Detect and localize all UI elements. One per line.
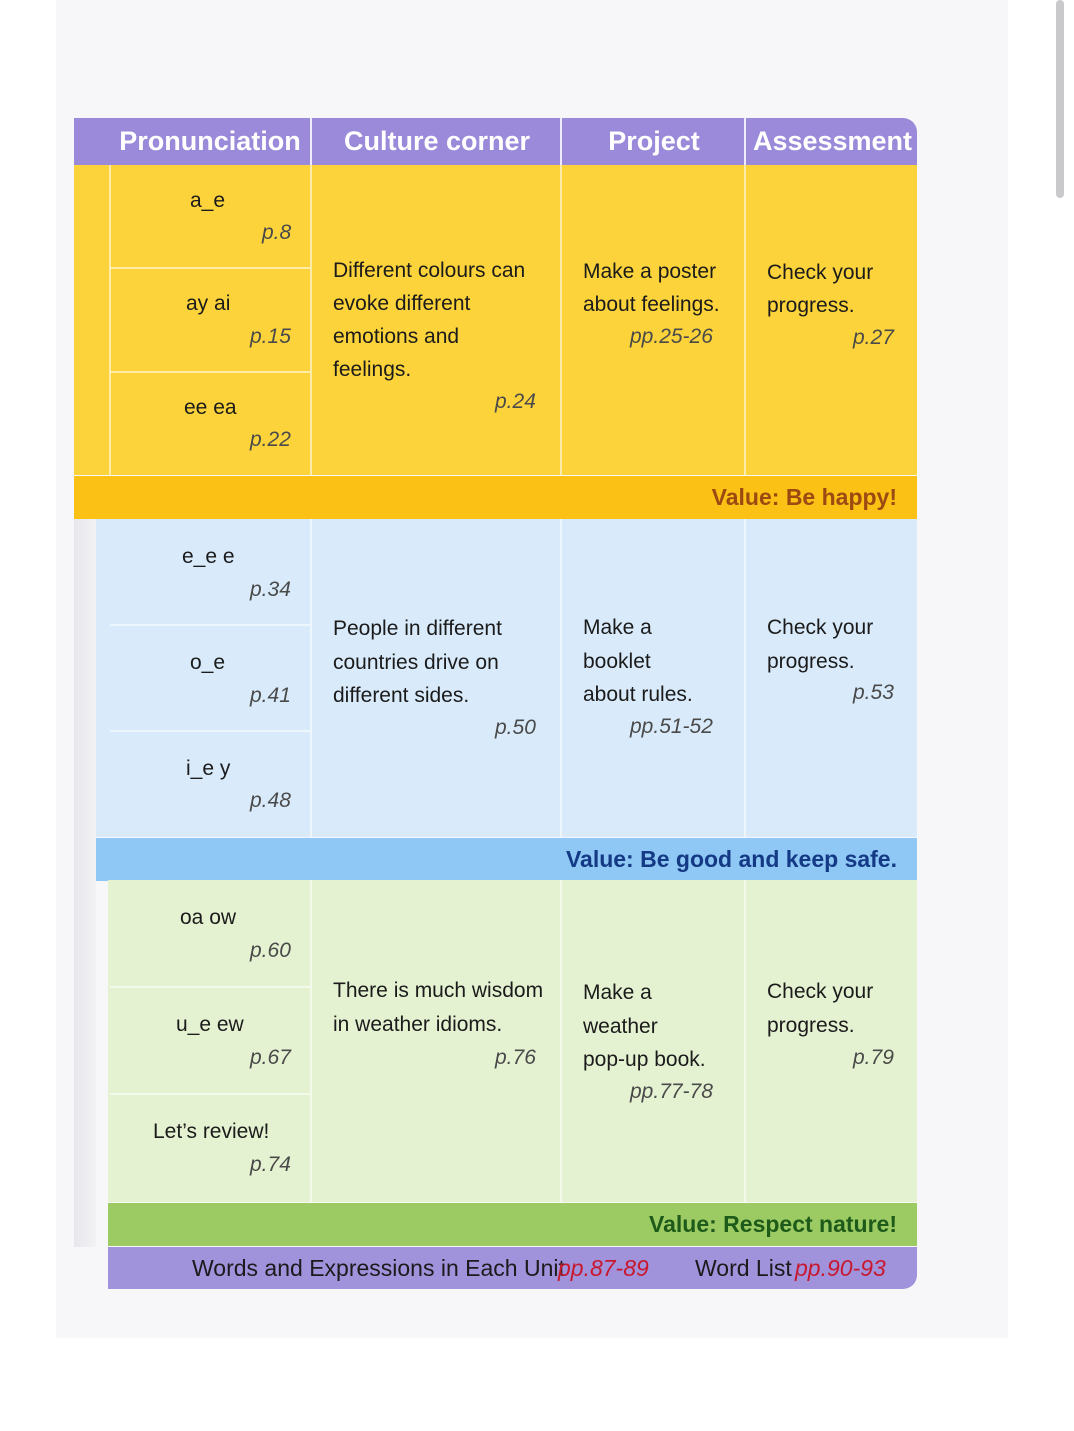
divider xyxy=(310,165,312,475)
pronunciation-sound: Let’s review! xyxy=(153,1120,270,1143)
page-ref: p.74 xyxy=(250,1153,291,1176)
culture-text: emotions and xyxy=(333,325,460,348)
page-ref: p.48 xyxy=(250,789,291,812)
table-header xyxy=(74,118,917,165)
divider xyxy=(560,880,562,1202)
divider xyxy=(560,519,562,837)
footer-bar xyxy=(108,1247,917,1289)
pronunciation-sound: o_e xyxy=(190,651,226,674)
project-text: pop-up book. xyxy=(583,1048,706,1071)
pronunciation-sound: ay ai xyxy=(186,292,231,315)
page-ref: pp.77-78 xyxy=(630,1080,713,1103)
divider xyxy=(744,165,746,475)
assessment-text: Check your xyxy=(767,616,874,639)
page-ref: p.8 xyxy=(262,221,292,244)
header-culture-corner: Culture corner xyxy=(310,118,562,165)
header-pronunciation: Pronunciation xyxy=(119,126,301,156)
page-ref: pp.51-52 xyxy=(630,715,713,738)
assessment-text: Check your xyxy=(767,261,874,284)
pronunciation-sound: a_e xyxy=(190,189,226,212)
page-ref: p.41 xyxy=(250,684,291,707)
pronunciation-sound: i_e y xyxy=(186,757,231,780)
page-ref: p.22 xyxy=(250,428,291,451)
divider xyxy=(560,165,562,475)
project-text: Make a poster xyxy=(583,260,717,283)
divider xyxy=(310,880,312,1202)
assessment-text: progress. xyxy=(767,650,855,673)
pronunciation-sound: ee ea xyxy=(184,396,237,419)
culture-text: There is much wisdom xyxy=(333,979,544,1002)
project-text: booklet xyxy=(583,650,651,673)
words-expressions-label: Words and Expressions in Each Unit xyxy=(192,1255,565,1281)
divider xyxy=(744,880,746,1202)
culture-text: feelings. xyxy=(333,358,412,381)
assessment-text: progress. xyxy=(767,294,855,317)
page-ref: p.24 xyxy=(495,390,536,413)
pronunciation-sound: oa ow xyxy=(180,906,237,929)
page-ref: p.67 xyxy=(250,1046,291,1069)
culture-text: different sides. xyxy=(333,684,470,707)
divider xyxy=(110,267,310,269)
divider xyxy=(110,624,310,626)
page-ref: p.79 xyxy=(853,1046,894,1069)
culture-text: in weather idioms. xyxy=(333,1013,503,1036)
culture-text: evoke different xyxy=(333,292,471,315)
page-ref: p.15 xyxy=(250,325,291,348)
divider xyxy=(744,519,746,837)
value-bar-unit-2: Value: Be good and keep safe. xyxy=(96,838,917,881)
project-text: about rules. xyxy=(583,683,693,706)
page-ref: p.50 xyxy=(495,716,536,739)
project-text: weather xyxy=(583,1015,658,1038)
page-ref: p.27 xyxy=(853,326,894,349)
divider xyxy=(110,986,310,988)
page-ref: p.53 xyxy=(853,681,894,704)
page-ref: p.34 xyxy=(250,578,291,601)
value-bar-unit-3: Value: Respect nature! xyxy=(108,1203,917,1246)
header-project: Project xyxy=(560,118,746,165)
word-list-pages: pp.90-93 xyxy=(795,1255,886,1281)
assessment-text: Check your xyxy=(767,980,874,1003)
culture-text: countries drive on xyxy=(333,651,499,674)
page-ref: pp.25-26 xyxy=(630,325,713,348)
value-bar-unit-1: Value: Be happy! xyxy=(74,476,917,519)
pronunciation-sound: u_e ew xyxy=(176,1013,244,1036)
scrollbar-thumb[interactable] xyxy=(1056,0,1064,198)
culture-text: People in different xyxy=(333,617,502,640)
page-ref: p.76 xyxy=(495,1046,536,1069)
assessment-text: progress. xyxy=(767,1014,855,1037)
page-ref: p.60 xyxy=(250,939,291,962)
divider xyxy=(109,165,111,475)
divider xyxy=(110,371,310,373)
project-text: Make a xyxy=(583,616,652,639)
header-assessment: Assessment xyxy=(744,118,919,165)
project-text: Make a xyxy=(583,981,652,1004)
culture-text: Different colours can xyxy=(333,259,526,282)
page-edge-shadow xyxy=(74,519,96,1247)
words-expressions-pages: pp.87-89 xyxy=(558,1255,649,1281)
divider xyxy=(110,1093,310,1095)
project-text: about feelings. xyxy=(583,293,720,316)
word-list-label: Word List xyxy=(695,1255,792,1281)
divider xyxy=(110,730,310,732)
pronunciation-sound: e_e e xyxy=(182,545,235,568)
divider xyxy=(310,519,312,837)
